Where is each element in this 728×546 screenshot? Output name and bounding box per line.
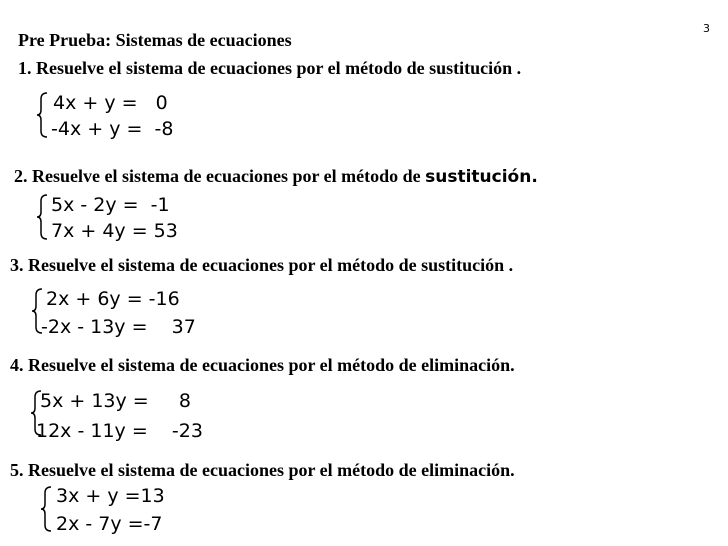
problem-4-equation-2: 12x - 11y = -23 [36, 420, 203, 442]
problem-2-prompt [14, 166, 538, 187]
page-number: 3 [703, 22, 710, 35]
problem-2-equation-2: 7x + 4y = 53 [51, 220, 178, 242]
problem-1-equation-1: 4x + y = 0 [53, 92, 168, 114]
problem-5-prompt: 5. Resuelve el sistema de ecuaciones por el método de eliminación. [10, 460, 515, 480]
problem-2-prompt-method: sustitución. [425, 167, 538, 187]
problem-2-prompt-main: 2. Resuelve el sistema de ecuaciones por el método de [14, 166, 426, 186]
problem-5-equation-1: 3x + y =13 [56, 485, 165, 507]
problem-3-prompt: 3. Resuelve el sistema de ecuaciones por el método de sustitución . [10, 255, 514, 275]
problem-3-equation-1: 2x + 6y = -16 [46, 288, 180, 310]
brace-icon [36, 194, 48, 240]
brace-icon [36, 92, 48, 138]
problem-4-prompt: 4. Resuelve el sistema de ecuaciones por el método de eliminación. [10, 355, 515, 375]
brace-icon [40, 486, 52, 532]
page-title: Pre Prueba: Sistemas de ecuaciones [18, 30, 292, 50]
problem-2-equation-1: 5x - 2y = -1 [51, 194, 170, 216]
problem-1-equation-2: -4x + y = -8 [51, 118, 174, 140]
problem-5-equation-2: 2x - 7y =-7 [56, 513, 163, 535]
problem-4-equation-1: 5x + 13y = 8 [40, 390, 191, 412]
problem-1-prompt: 1. Resuelve el sistema de ecuaciones por el método de sustitución . [18, 58, 522, 78]
problem-3-equation-2: -2x - 13y = 37 [41, 316, 196, 338]
